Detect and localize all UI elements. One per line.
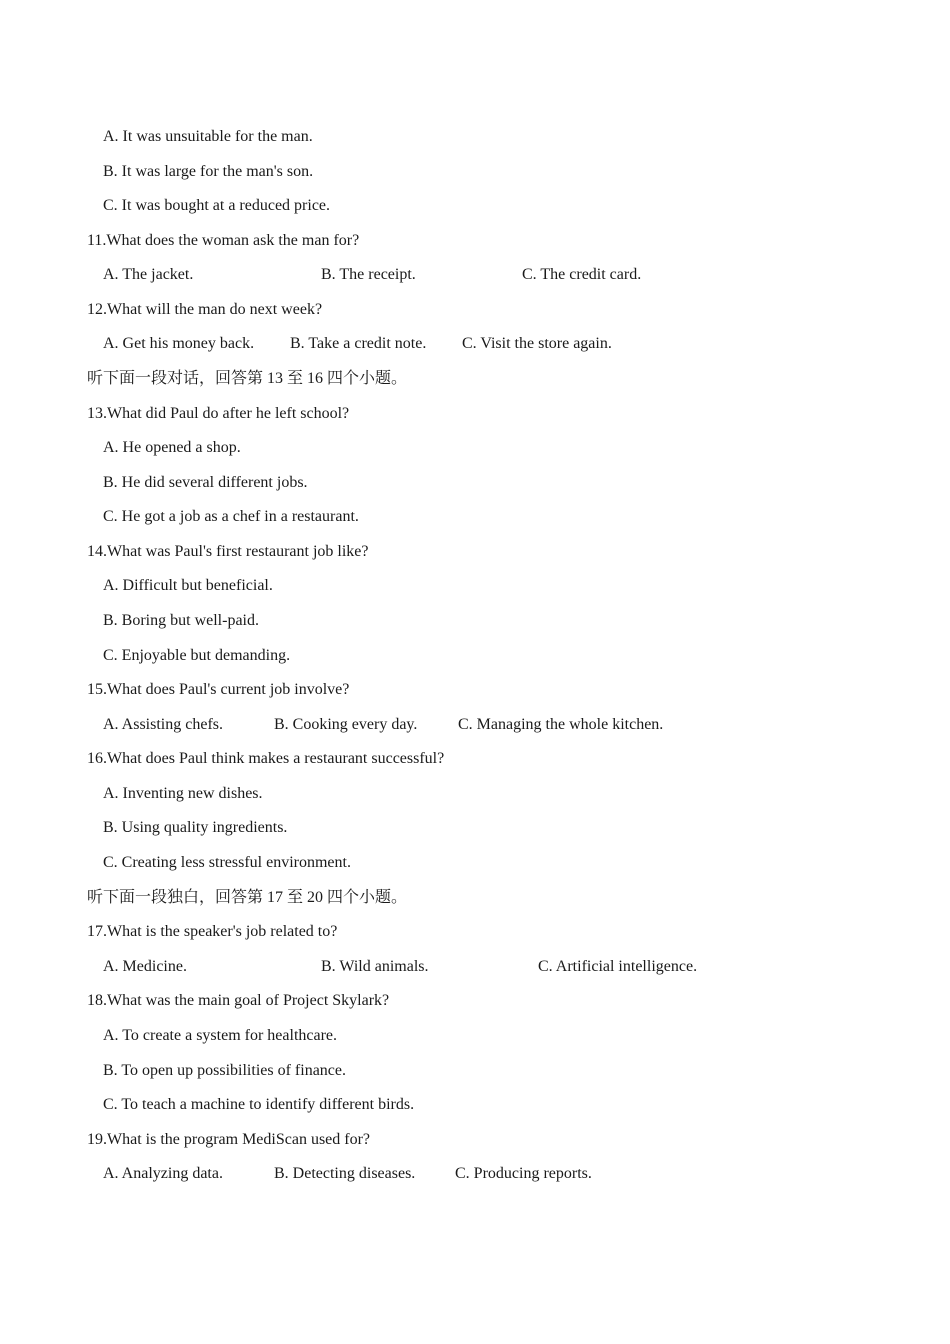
option-text: A. Inventing new dishes.: [103, 785, 263, 802]
option-text: B. To open up possibilities of finance.: [103, 1062, 346, 1079]
option-c: C. Visit the store again.: [462, 335, 612, 352]
option-b: B. Cooking every day.: [274, 716, 418, 733]
option-c: C. Managing the whole kitchen.: [458, 716, 664, 733]
question-18: 18.What was the main goal of Project Skylark?: [87, 992, 390, 1009]
option-a: A. Analyzing data.: [103, 1165, 223, 1182]
question-16: 16.What does Paul think makes a restaurant successful?: [87, 750, 445, 767]
option-text: C. To teach a machine to identify different birds.: [103, 1096, 415, 1113]
option-text: A. Difficult but beneficial.: [103, 577, 273, 594]
option-text: C. He got a job as a chef in a restaurant.: [103, 508, 359, 525]
option-b: B. Detecting diseases.: [274, 1165, 416, 1182]
option-text: A. It was unsuitable for the man.: [103, 128, 313, 145]
option-a: A. Assisting chefs.: [103, 716, 223, 733]
question-11: 11.What does the woman ask the man for?: [87, 232, 360, 249]
option-b: B. The receipt.: [321, 266, 416, 283]
option-text: B. He did several different jobs.: [103, 474, 308, 491]
option-c: C. Producing reports.: [455, 1165, 592, 1182]
section-instruction: 听下面一段独白，回答第 17 至 20 四个小题。: [87, 889, 408, 906]
question-13: 13.What did Paul do after he left school?: [87, 405, 350, 422]
question-14: 14.What was Paul's first restaurant job like?: [87, 543, 369, 560]
option-text: C. It was bought at a reduced price.: [103, 197, 331, 214]
option-a: A. The jacket.: [103, 266, 194, 283]
option-text: B. Using quality ingredients.: [103, 819, 288, 836]
option-b: B. Wild animals.: [321, 958, 429, 975]
option-text: C. Enjoyable but demanding.: [103, 647, 291, 664]
option-text: A. He opened a shop.: [103, 439, 241, 456]
section-instruction: 听下面一段对话，回答第 13 至 16 四个小题。: [87, 370, 408, 387]
option-b: B. Take a credit note.: [290, 335, 427, 352]
question-19: 19.What is the program MediScan used for?: [87, 1131, 371, 1148]
option-text: B. Boring but well-paid.: [103, 612, 259, 629]
option-text: C. Creating less stressful environment.: [103, 854, 351, 871]
question-12: 12.What will the man do next week?: [87, 301, 323, 318]
option-c: C. The credit card.: [522, 266, 642, 283]
question-15: 15.What does Paul's current job involve?: [87, 681, 350, 698]
option-a: A. Medicine.: [103, 958, 187, 975]
option-text: A. To create a system for healthcare.: [103, 1027, 338, 1044]
option-c: C. Artificial intelligence.: [538, 958, 698, 975]
option-text: B. It was large for the man's son.: [103, 163, 314, 180]
question-17: 17.What is the speaker's job related to?: [87, 923, 338, 940]
option-a: A. Get his money back.: [103, 335, 255, 352]
